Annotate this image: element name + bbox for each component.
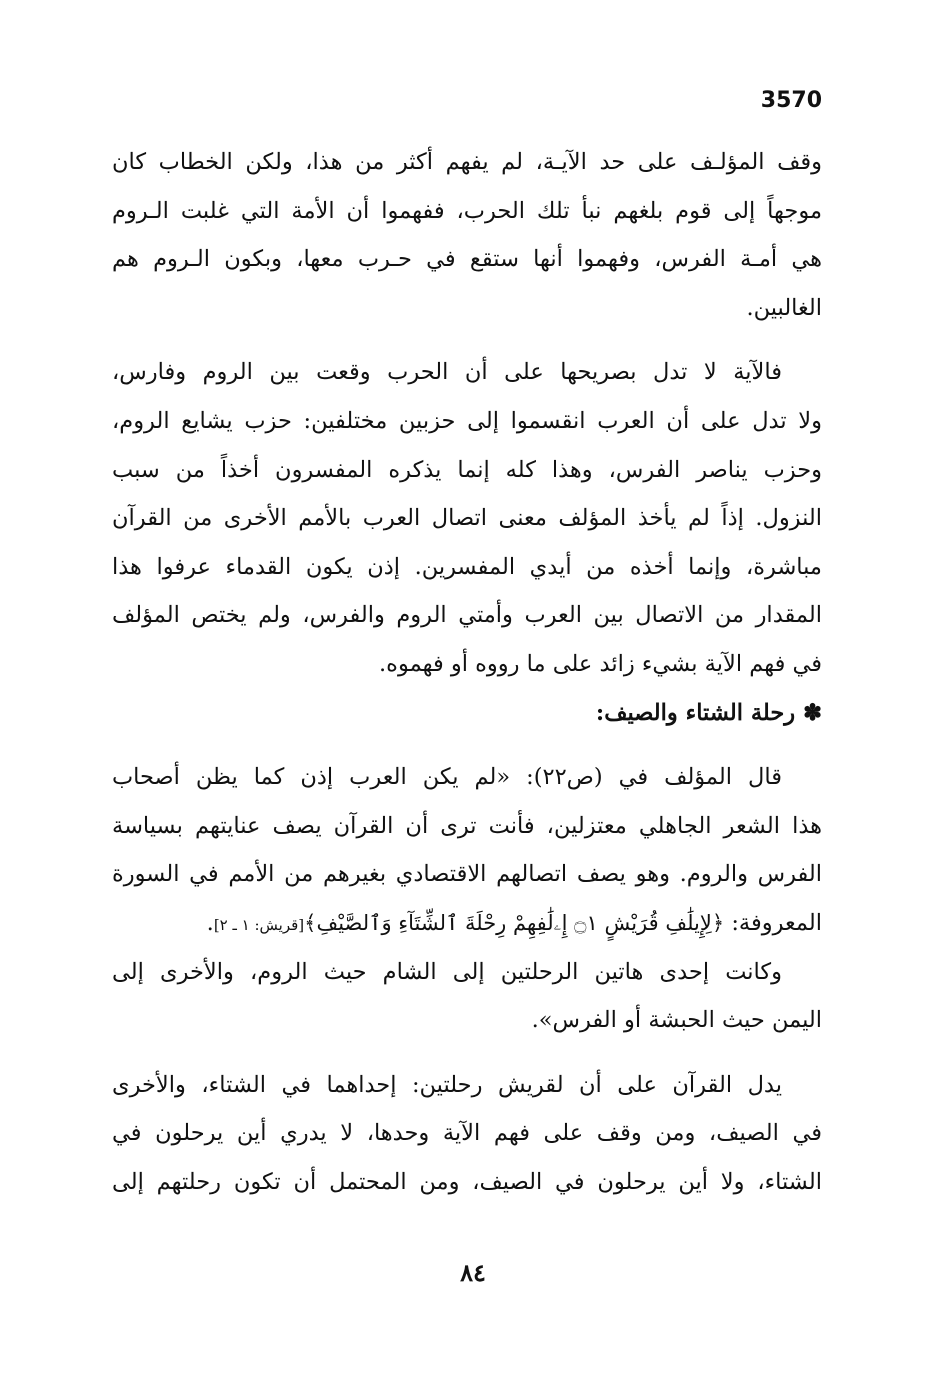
text-line: مباشرة، وإنما أخذه من أيدي المفسرين. إذن يكون القدماء عرفوا هذا xyxy=(112,553,822,580)
verse-prefix: المعروفة: xyxy=(724,909,822,936)
text-line: قال المؤلف في (ص٢٢): «لم يكن العرب إذن كما يظن أصحاب xyxy=(112,764,782,791)
text-line: اليمن حيث الحبشة أو الفرس». xyxy=(531,1007,822,1034)
quran-verse: ﴿لِإِيلَٰفِ قُرَيْشٍ ۝١ إِۦلَٰفِهِمْ رِحْلَةَ ٱلشِّتَآءِ وَٱلصَّيْفِ﴾ xyxy=(304,910,725,935)
quote-paragraph xyxy=(112,753,822,1045)
text-line: فالآية لا تدل بصريحها على أن الحرب وقعت بين الروم وفارس، xyxy=(112,359,782,386)
page-number: ٨٤ xyxy=(460,1258,486,1287)
verse-end: . xyxy=(206,909,214,936)
section-heading xyxy=(112,689,822,738)
text-line: وحزب يناصر الفرس، وهذا كله إنما يذكره المفسرون أخذاً من سبب xyxy=(112,456,822,483)
paragraph-gap xyxy=(112,737,822,753)
text-line: في الصيف، ومن وقف على فهم الآية وحدها، لا يدري أين يرحلون في xyxy=(112,1120,822,1147)
text-line: يدل القرآن على أن لقريش رحلتين: إحداهما في الشتاء، والأخرى xyxy=(112,1071,782,1098)
text-line: الغالبين. xyxy=(746,294,822,321)
text-line: الفرس والروم. وهو يصف اتصالهم الاقتصادي بغيرهم من الأمم في السورة xyxy=(112,861,822,888)
verse-line xyxy=(112,899,822,948)
page-id: 3570 xyxy=(760,88,822,113)
paragraph xyxy=(112,138,822,332)
paragraph-gap xyxy=(112,332,822,348)
text-line: النزول. إذاً لم يأخذ المؤلف معنى اتصال العرب بالأمم الأخرى من القرآن xyxy=(112,505,822,532)
text-line: وكانت إحدى هاتين الرحلتين إلى الشام حيث الروم، والأخرى إلى xyxy=(112,958,782,985)
star-bullet-icon: ✽ xyxy=(803,699,822,726)
text-line: موجهاً إلى قوم بلغهم نبأ تلك الحرب، ففهموا أن الأمة التي غلبت الـروم xyxy=(112,197,822,224)
text-line: وقف المؤلـف على حد الآيـة، لم يفهم أكثر من هذا، ولكن الخطاب كان xyxy=(112,149,822,175)
text-line: في فهم الآية بشيء زائد على ما رووه أو فهموه. xyxy=(379,650,822,677)
paragraph-gap xyxy=(112,1045,822,1061)
heading-text: رحلة الشتاء والصيف: xyxy=(595,699,796,726)
verse-citation: [قريش: ١ ـ ٢] xyxy=(213,915,305,934)
paragraph xyxy=(112,348,822,688)
text-line: ولا تدل على أن العرب انقسموا إلى حزبين مختلفين: حزب يشايع الروم، xyxy=(112,407,822,434)
text-line: هذا الشعر الجاهلي معتزلين، فأنت ترى أن القرآن يصف عنايتهم بسياسة xyxy=(112,812,822,839)
body-text xyxy=(112,138,822,1206)
text-line: المقدار من الاتصال بين العرب وأمتي الروم والفرس، ولم يختص المؤلف xyxy=(112,602,822,629)
text-line: الشتاء، ولا أين يرحلون في الصيف، ومن المحتمل أن تكون رحلتهم إلى xyxy=(112,1168,822,1195)
text-line: هي أمـة الفرس، وفهموا أنها ستقع في حـرب معها، وبكون الـروم هم xyxy=(112,246,822,273)
paragraph xyxy=(112,1061,822,1207)
